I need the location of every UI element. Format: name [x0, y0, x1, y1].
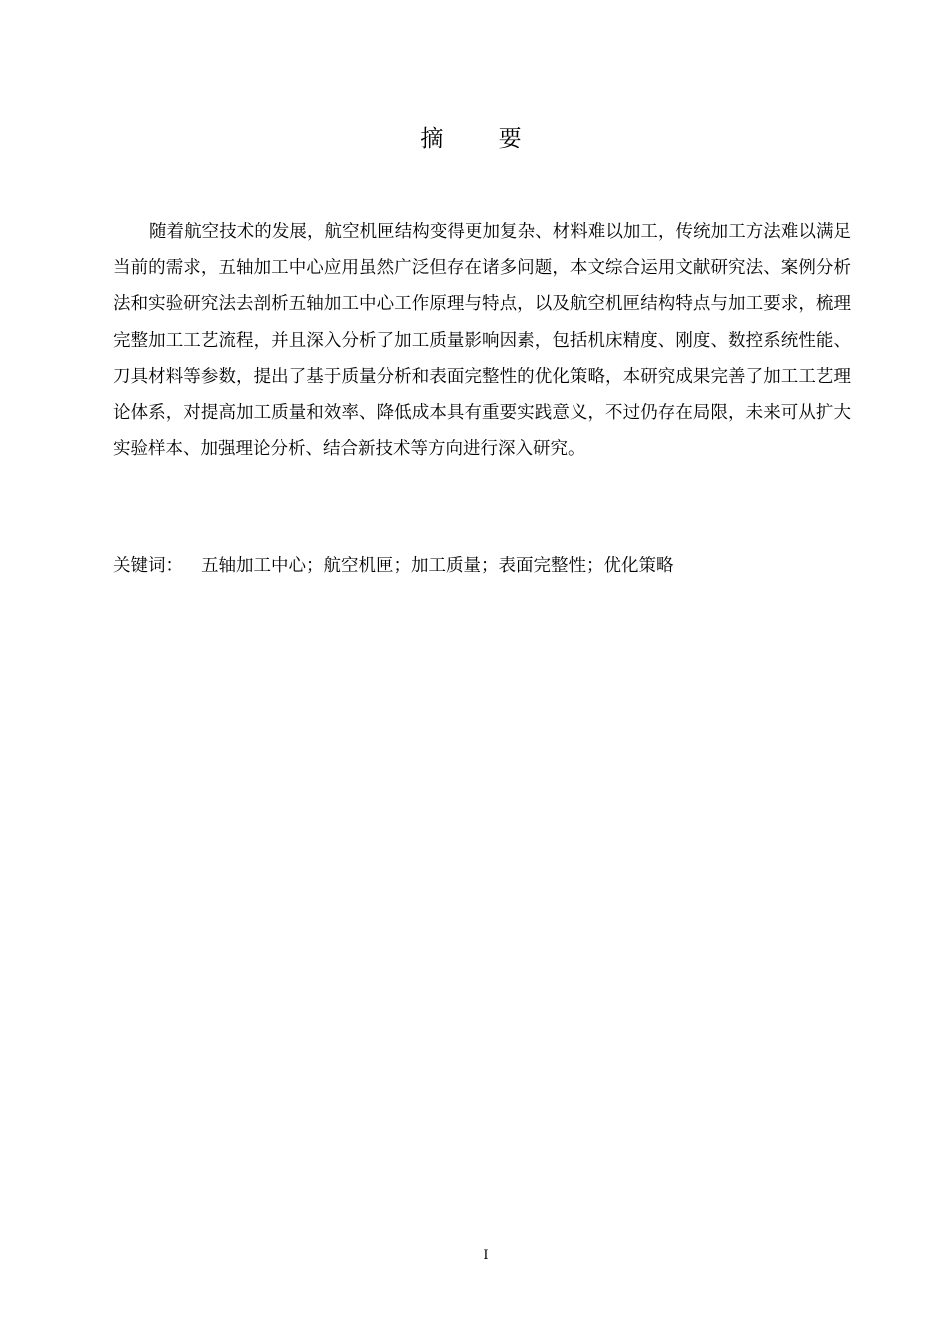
abstract-body: 随着航空技术的发展，航空机匣结构变得更加复杂、材料难以加工，传统加工方法难以满足当前的需求，五轴加工中心应用虽然广泛但存在诸多问题，本文综合运用文献研究法、案例分析法和实验研究法去剖析五轴加工中心工作原理与特点，以及航空机匣结构特点与加工要求，梳理完整加工工艺流程，并且深入分析了加工质量影响因素，包括机床精度、刚度、数控系统性能、刀具材料等参数，提出了基于质量分析和表面完整性的优化策略，本研究成果完善了加工工艺理论体系，对提高加工质量和效率、降低成本具有重要实践意义，不过仍存在局限，未来可从扩大实验样本、加强理论分析、结合新技术等方向进行深入研究。 — [113, 222, 851, 460]
keywords-line — [113, 551, 851, 581]
abstract-title: 摘 要 — [420, 126, 546, 152]
keywords-value: 五轴加工中心；航空机匣；加工质量；表面完整性；优化策略 — [201, 556, 674, 576]
page-number: I — [483, 1248, 489, 1263]
keywords-label: 关键词： — [113, 556, 183, 576]
